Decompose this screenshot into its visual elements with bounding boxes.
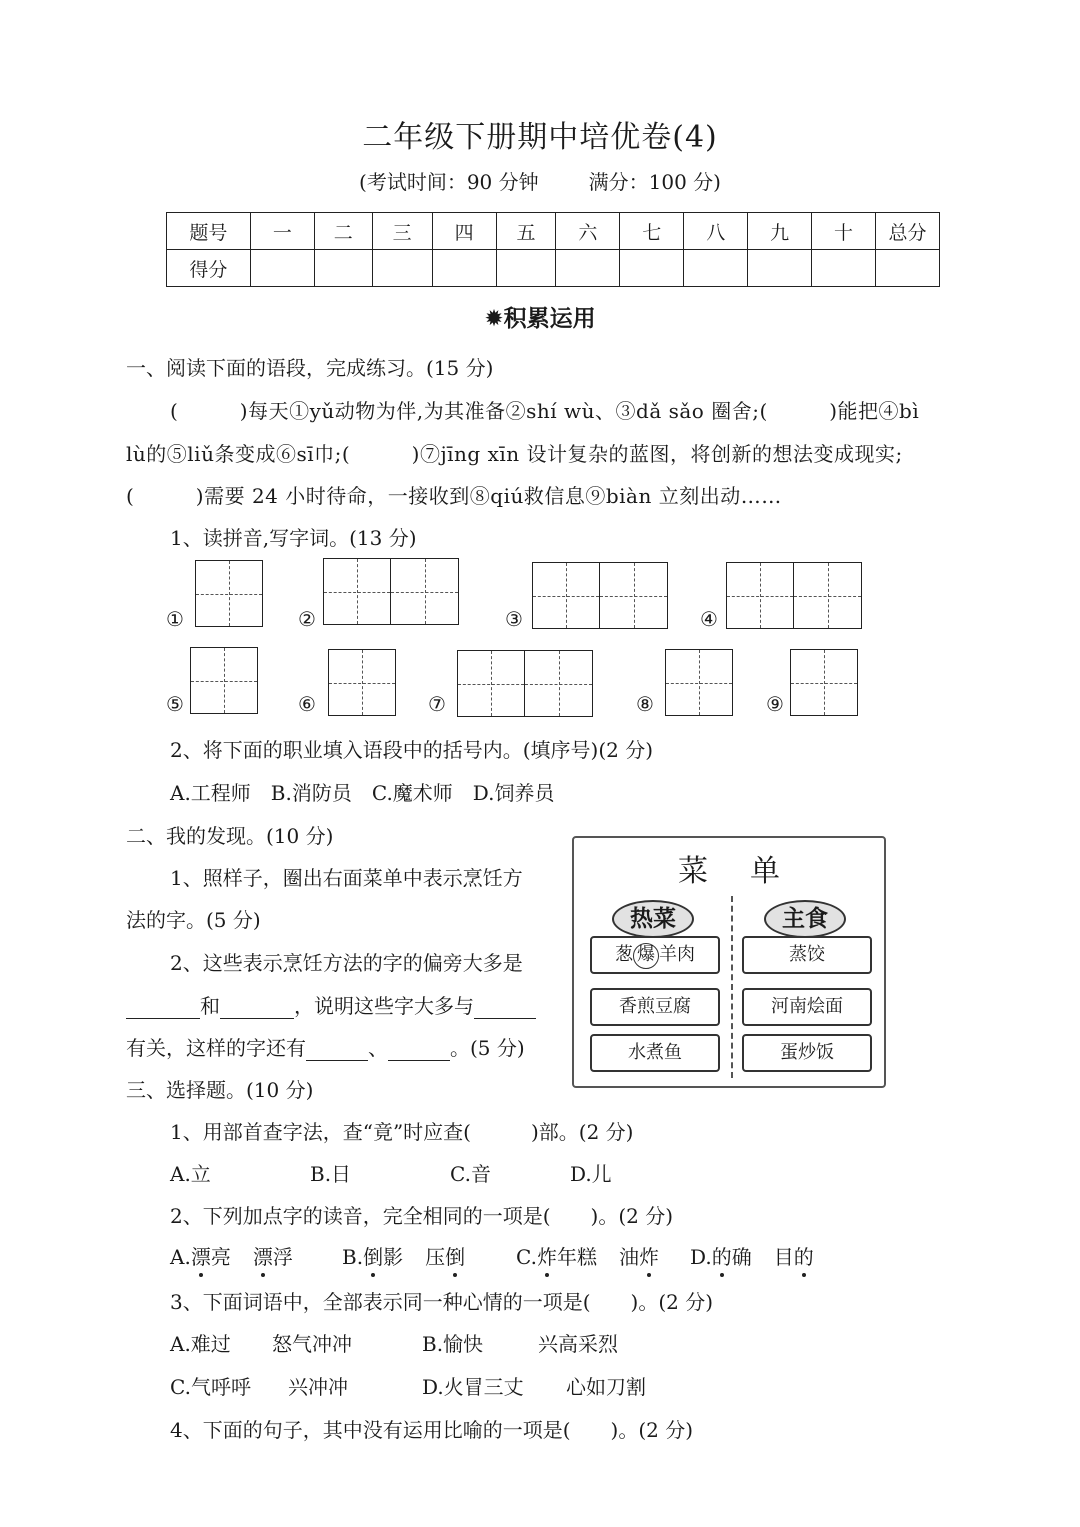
- score-value-row: [167, 250, 940, 287]
- table-cell: 十: [812, 213, 876, 250]
- box-label: ⑦: [428, 692, 446, 716]
- q3-sub1-option[interactable]: D.儿: [570, 1162, 612, 1186]
- q3-sub2-option-c[interactable]: [516, 1241, 659, 1270]
- q3-sub1-option[interactable]: B.日: [310, 1162, 352, 1186]
- score-blank[interactable]: [372, 250, 432, 287]
- table-cell: 四: [432, 213, 496, 250]
- text: 和: [200, 994, 220, 1018]
- exam-info: [0, 166, 1080, 195]
- score-blank[interactable]: [620, 250, 684, 287]
- text: 浮: [272, 1245, 293, 1269]
- score-header-row: [167, 213, 940, 250]
- q2-sub1-line2: 法的字。(5 分): [126, 908, 261, 932]
- q3-sub3-option[interactable]: A.难过: [170, 1332, 231, 1356]
- menu-category-staple: 主食: [764, 900, 846, 938]
- score-blank[interactable]: [432, 250, 496, 287]
- menu-dish[interactable]: 蒸饺: [742, 936, 872, 974]
- writing-box-5[interactable]: [190, 647, 258, 714]
- score-blank[interactable]: [496, 250, 556, 287]
- box-label: ①: [166, 607, 184, 631]
- writing-box-7[interactable]: [457, 650, 593, 717]
- table-cell: 总分: [875, 213, 939, 250]
- menu-dish[interactable]: 水煮鱼: [590, 1034, 720, 1072]
- text: A.: [170, 1245, 191, 1269]
- table-cell: 三: [372, 213, 432, 250]
- box-label: ⑥: [298, 692, 316, 716]
- q3-sub3-option[interactable]: D.火冒三丈: [422, 1375, 524, 1399]
- dotted-char: 倒: [445, 1245, 466, 1269]
- answer-blank[interactable]: [474, 996, 536, 1019]
- box-label: ④: [700, 607, 718, 631]
- menu-divider: [731, 896, 733, 1078]
- page-title: 二年级下册期中培优卷(4): [362, 120, 718, 155]
- q3-sub2-option-a[interactable]: [170, 1241, 293, 1270]
- answer-blank[interactable]: [306, 1038, 368, 1061]
- text: 压: [425, 1245, 446, 1269]
- dotted-char: 的: [711, 1245, 732, 1269]
- writing-box-4[interactable]: [726, 562, 862, 629]
- q1-options: A.工程师 B.消防员 C.魔术师 D.饲养员: [170, 781, 555, 805]
- q1-sub1: 1、读拼音,写字词。(13 分): [170, 526, 417, 550]
- score-blank[interactable]: [556, 250, 620, 287]
- table-cell: 一: [250, 213, 314, 250]
- score-blank[interactable]: [812, 250, 876, 287]
- table-cell: 八: [684, 213, 748, 250]
- text: 葱: [615, 944, 633, 965]
- q3-sub3-option-word: 怒气冲冲: [272, 1332, 352, 1356]
- q3-sub2-option-d[interactable]: [690, 1241, 814, 1270]
- text: 目: [773, 1245, 794, 1269]
- text: 。(5 分): [450, 1036, 525, 1060]
- q2-heading: 二、我的发现。(10 分): [126, 824, 334, 848]
- dotted-char: 漂: [190, 1245, 211, 1269]
- text: B.: [342, 1245, 364, 1269]
- q3-sub3-option[interactable]: B.愉快: [422, 1332, 484, 1356]
- text: 油: [618, 1245, 639, 1269]
- q3-sub3: 3、下面词语中，全部表示同一种心情的一项是( )。(2 分): [170, 1290, 714, 1314]
- table-cell: 五: [496, 213, 556, 250]
- answer-blank[interactable]: [388, 1038, 450, 1061]
- menu-card: [572, 836, 886, 1088]
- q3-heading: 三、选择题。(10 分): [126, 1078, 314, 1102]
- writing-box-2[interactable]: [323, 558, 459, 625]
- q1-heading: 一、阅读下面的语段，完成练习。(15 分): [126, 356, 494, 380]
- answer-blank[interactable]: [220, 996, 294, 1019]
- q3-sub2-option-b[interactable]: [342, 1241, 465, 1270]
- full-score: 满分：100 分): [588, 170, 721, 194]
- score-blank[interactable]: [875, 250, 939, 287]
- table-cell: 得分: [167, 250, 251, 287]
- table-cell: 二: [314, 213, 372, 250]
- q3-sub1-option[interactable]: A.立: [170, 1162, 211, 1186]
- score-table: [166, 212, 940, 287]
- writing-box-6[interactable]: [328, 649, 396, 716]
- table-cell: 九: [748, 213, 812, 250]
- q2-sub2-line2: [126, 990, 536, 1019]
- text: C.: [516, 1245, 537, 1269]
- dotted-char: 倒: [363, 1245, 384, 1269]
- writing-box-8[interactable]: [665, 649, 733, 716]
- q3-sub3-option-word: 兴高采烈: [538, 1332, 618, 1356]
- box-label: ⑧: [636, 692, 654, 716]
- q2-sub2-line1: 2、这些表示烹饪方法的字的偏旁大多是: [170, 951, 523, 975]
- q1-passage-line-3: ( )需要 24 小时待命，一接收到⑧qiú救信息⑨biàn 立刻出动……: [126, 484, 782, 508]
- q3-sub4: 4、下面的句子，其中没有运用比喻的一项是( )。(2 分): [170, 1418, 694, 1442]
- q1-passage-line-1: ( )每天①yǔ动物为伴,为其准备②shí wù、③dǎ sǎo 圈舍;( )能把④bì: [170, 399, 920, 423]
- table-cell: 六: [556, 213, 620, 250]
- writing-box-1[interactable]: [195, 560, 263, 627]
- q3-sub1-option[interactable]: C.音: [450, 1162, 491, 1186]
- text: 确: [731, 1245, 752, 1269]
- box-label: ⑨: [766, 692, 784, 716]
- text: 年糕: [556, 1245, 597, 1269]
- q1-sub2: 2、将下面的职业填入语段中的括号内。(填序号)(2 分): [170, 738, 654, 762]
- box-label: ②: [298, 607, 316, 631]
- menu-dish[interactable]: 香煎豆腐: [590, 988, 720, 1026]
- score-blank[interactable]: [314, 250, 372, 287]
- dotted-char: 炸: [638, 1245, 659, 1269]
- text: 、: [368, 1036, 388, 1060]
- score-blank[interactable]: [748, 250, 812, 287]
- q3-sub3-option[interactable]: C.气呼呼: [170, 1375, 251, 1399]
- dotted-char: 漂: [252, 1245, 273, 1269]
- table-cell: 题号: [167, 213, 251, 250]
- text: 影: [383, 1245, 404, 1269]
- table-cell: 七: [620, 213, 684, 250]
- section-title: ✹积累运用: [484, 306, 596, 332]
- text: ，说明这些字大多与: [294, 994, 474, 1018]
- q3-sub3-option-word: 心如刀割: [566, 1375, 646, 1399]
- writing-box-9[interactable]: [790, 649, 858, 716]
- dotted-char: 的: [793, 1245, 814, 1269]
- score-blank[interactable]: [684, 250, 748, 287]
- score-blank[interactable]: [250, 250, 314, 287]
- q2-sub2-line3: [126, 1032, 525, 1061]
- q3-sub2: 2、下列加点字的读音，完全相同的一项是( )。(2 分): [170, 1204, 674, 1228]
- menu-category-hot: 热菜: [612, 900, 694, 938]
- q1-passage-line-2: lù的⑤liǔ条变成⑥sī巾;( )⑦jīng xīn 设计复杂的蓝图，将创新的想法变成现实;: [126, 442, 903, 466]
- box-label: ⑤: [166, 692, 184, 716]
- answer-blank[interactable]: [126, 996, 200, 1019]
- exam-time: (考试时间：90 分钟: [359, 170, 539, 194]
- text: 有关，这样的字还有: [126, 1036, 306, 1060]
- dotted-char: 炸: [536, 1245, 557, 1269]
- text: 羊肉: [659, 944, 695, 965]
- q2-sub1-line1: 1、照样子，圈出右面菜单中表示烹饪方: [170, 866, 523, 890]
- writing-box-3[interactable]: [532, 562, 668, 629]
- box-label: ③: [505, 607, 523, 631]
- text: 亮: [210, 1245, 231, 1269]
- menu-dish[interactable]: [590, 936, 720, 974]
- menu-dish[interactable]: 河南烩面: [742, 988, 872, 1026]
- q3-sub1: 1、用部首查字法，查“竟”时应查( )部。(2 分): [170, 1120, 634, 1144]
- text: D.: [690, 1245, 712, 1269]
- menu-title: 菜单: [678, 854, 822, 889]
- circled-char: 爆: [633, 943, 659, 969]
- menu-dish[interactable]: 蛋炒饭: [742, 1034, 872, 1072]
- q3-sub3-option-word: 兴冲冲: [288, 1375, 348, 1399]
